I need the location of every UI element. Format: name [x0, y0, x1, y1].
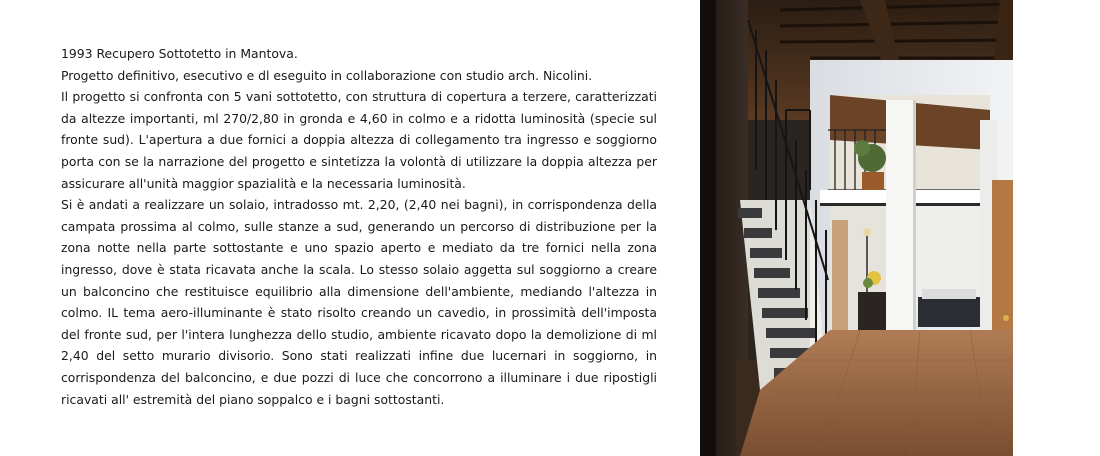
- project-description: [61, 43, 657, 410]
- project-credits: Progetto definitivo, esecutivo e dl eseguito in collaborazione con studio arch. Nicolini.: [61, 67, 593, 83]
- interior-photo: [700, 0, 1013, 456]
- description-paragraph-2: Si è andati a realizzare un solaio, intradosso mt. 2,20, (2,40 nei bagni), in corrispondenza della campata prossima al colmo, sulle stanze a sud, generando un percorso di distribuzione per la zona notte nella parte sottostante e uno spazio aperto e mediato da tre fornici nella zona ingresso, dove è stata ricavata anche la scala. Lo stesso solaio aggetta sul soggiorno a creare un balconcino che restituisce equilibrio alla dimensione dell'ambiente, mediando l'altezza in colmo. IL tema aero-illuminante è stato risolto creando un cavedio, in prossimità dell'imposta del fronte sud, per l'intera lunghezza dello studio, ambiente ricavato dopo la demolizione di ml 2,40 del setto murario divisorio. Sono stati realizzati infine due lucernari in soggiorno, in corrispondenza del balconcino, e due pozzi di luce che concorrono a illuminare i due ripostigli ricavati all' estremità del piano soppalco e i bagni sottostanti.: [61, 197, 657, 407]
- description-paragraph-1: Il progetto si confronta con 5 vani sottotetto, con struttura di copertura a terzere, caratterizzati da altezze importanti, ml 270/2,80 in gronda e 4,60 in colmo e a ridotta luminosità (specie sul fronte sud). L'apertura a due fornici a doppia altezza di collegamento tra ingresso e soggiorno porta con se la narrazione del progetto e sintetizza la volontà di utilizzare la doppia altezza per assicurare all'unità maggior spazialità e la necessaria luminosità.: [61, 89, 657, 191]
- project-title: 1993 Recupero Sottotetto in Mantova.: [61, 46, 298, 61]
